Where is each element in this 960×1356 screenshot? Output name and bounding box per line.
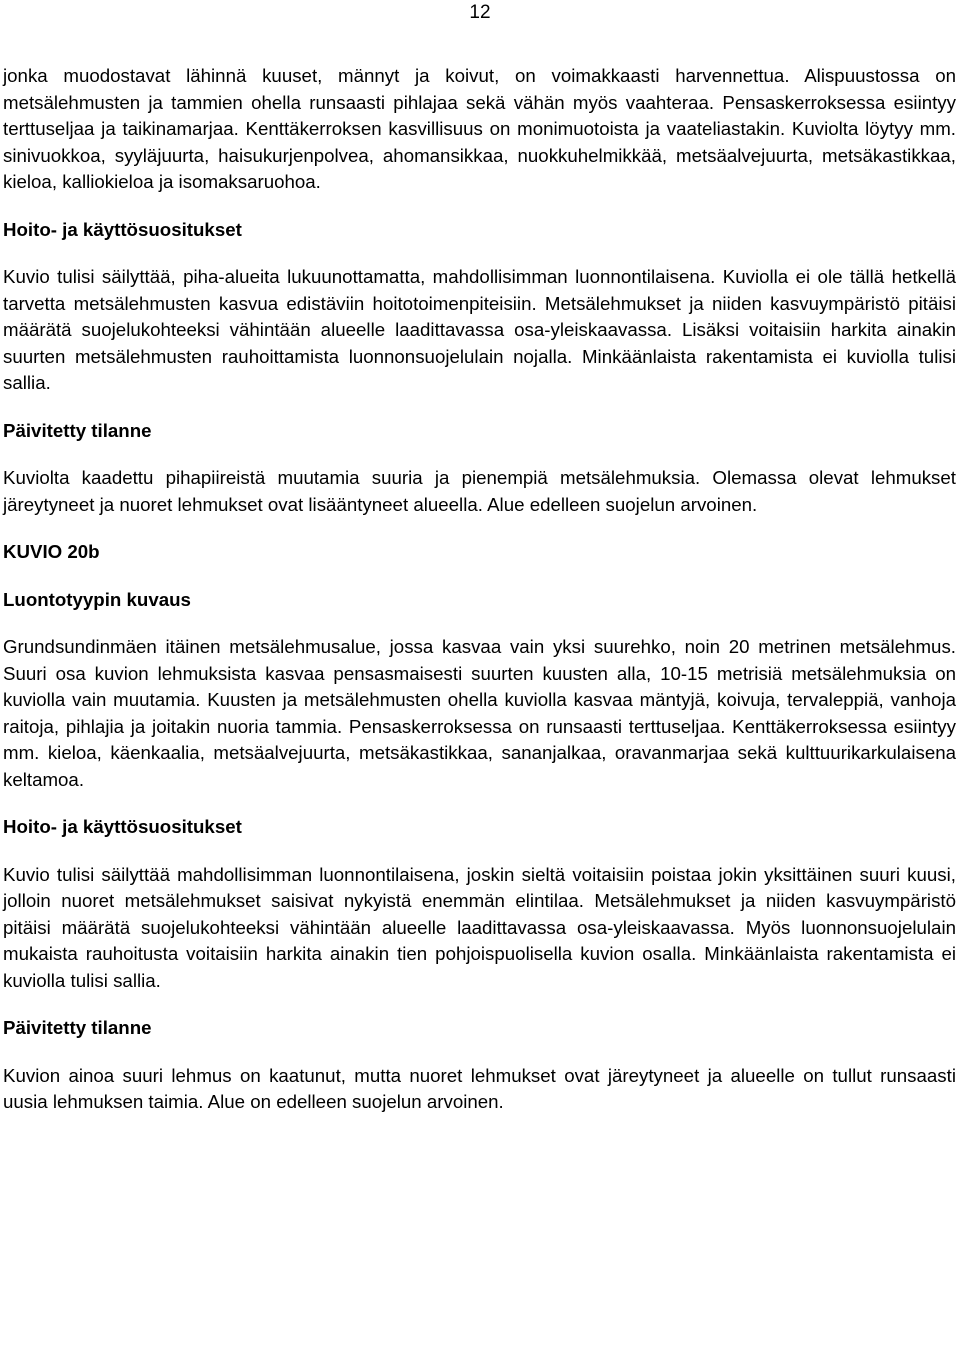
page-number: 12: [469, 2, 491, 23]
paragraph-updated-status: Kuviolta kaadettu pihapiireistä muutamia suuria ja pienempiä metsälehmuksia. Olemassa olevat lehmukset järeytyneet ja nuoret lehmukset ovat lisääntyneet alueella. Alue edelleen suojelun arvoinen.: [3, 467, 956, 515]
paragraph-kuvio-20a-description: jonka muodostavat lähinnä kuuset, männyt ja koivut, on voimakkaasti harvennettua. Alispuustossa on metsälehmusten ja tammien ohella runsaasti pihlajaa sekä vähän myös vaahteraa. Pensaskerroksessa esiintyy terttuseljaa ja taikinamarjaa. Kenttäkerroksen kasvillisuus on monimuotoista ja vaateliastakin. Kuviolta löytyy mm. sinivuokkoa, syyläjuurta, haisukurjenpolvea, ahomansikkaa, nuokkuhelmikkää, metsäalvejuurta, metsäkastikkaa, kieloa, kalliokieloa ja isomaksaruohoa.: [3, 65, 956, 192]
paragraph-care-recommendations: Kuvio tulisi säilyttää, piha-alueita lukuunottamatta, mahdollisimman luonnontilaisena. Kuviolla ei ole tällä hetkellä tarvetta metsälehmusten kasvua edistäviin hoitotoimenpiteisiin. Metsälehmukset ja niiden kasvuympäristö pitäisi määrätä suojelukohteeksi vähintään alueelle laadittavassa osa-yleiskaavassa. Lisäksi voitaisiin harkita ainakin suurten metsälehmusten rauhoittamista luonnonsuojelulain nojalla. Minkäänlaista rakentamista ei kuviolla tulisi sallia.: [3, 266, 956, 393]
document-body: [3, 63, 956, 1116]
paragraph-updated-status-20b: Kuvion ainoa suuri lehmus on kaatunut, mutta nuoret lehmukset ovat järeytyneet ja alueelle on tullut runsaasti uusia lehmuksen taimia. Alue on edelleen suojelun arvoinen.: [3, 1064, 956, 1112]
heading-care-recommendations: Hoito- ja käyttösuositukset: [3, 218, 242, 240]
heading-updated-status-20b: Päivitetty tilanne: [3, 1017, 152, 1038]
heading-habitat-description: Luontotyypin kuvaus: [3, 588, 191, 610]
heading-kuvio-20b: KUVIO 20b: [3, 541, 100, 562]
heading-updated-status: Päivitetty tilanne: [3, 419, 152, 441]
paragraph-habitat-description: Grundsundinmäen itäinen metsälehmusalue, jossa kasvaa vain yksi suurehko, noin 20 metrinen metsälehmus. Suuri osa kuvion lehmuksista kasvaa pensasmaisesti suurten kuusten alla, 10-15 metrisiä metsälehmuksia on kuviolla vain muutamia. Kuusten ja metsälehmusten ohella kuviolla kasvaa mäntyjä, koivuja, tervaleppiä, vanhoja raitoja, pihlajia ja joitakin nuoria tammia. Pensaskerroksessa on runsaasti terttuseljaa. Kenttäkerroksessa esiintyy mm. kieloa, käenkaalia, metsäalvejuurta, metsäkastikkaa, sananjalkaa, oravanmarjaa sekä kulttuurikarkulaisena keltamoa.: [3, 636, 956, 790]
heading-care-recommendations-20b: Hoito- ja käyttösuositukset: [3, 816, 242, 837]
paragraph-care-recommendations-20b: Kuvio tulisi säilyttää mahdollisimman luonnontilaisena, joskin sieltä voitaisiin poistaa jokin yksittäinen suuri kuusi, jolloin nuoret metsälehmukset saisivat nykyistä enemmän elintilaa. Metsälehmukset ja niiden kasvuympäristö pitäisi määrätä suojelukohteeksi vähintään alueelle laadittavassa osa-yleiskaavassa. Myös luonnonsuojelulain mukaista rauhoitusta voitaisiin harkita ainakin tien pohjoispuolisella kuvion osalla. Minkäänlaista rakentamista ei kuviolla tulisi sallia.: [3, 863, 956, 991]
